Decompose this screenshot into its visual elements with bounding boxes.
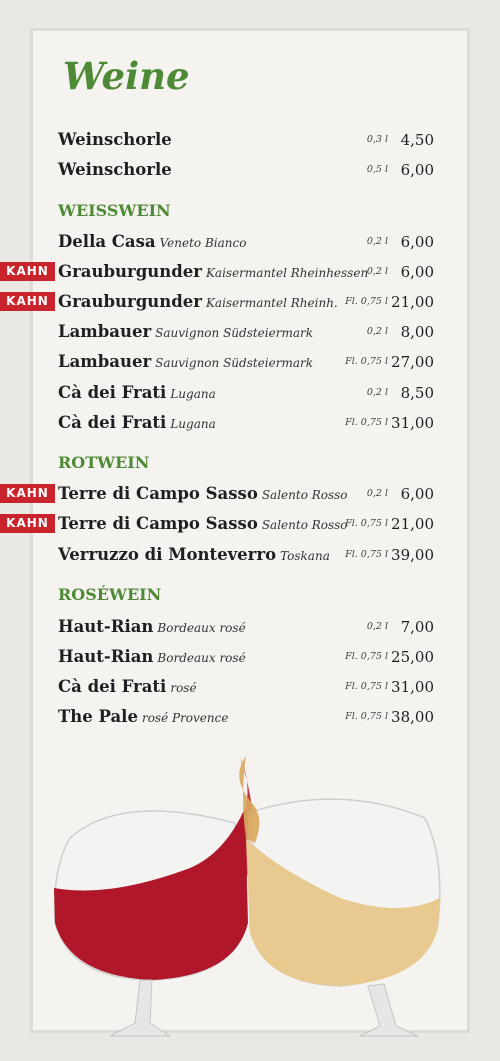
menu-item [58, 350, 434, 374]
menu-item [58, 675, 434, 699]
item-name: Weinschorle [58, 160, 172, 179]
menu-item [58, 543, 434, 567]
menu-item [58, 290, 434, 314]
item-price: 21,00 [391, 293, 434, 311]
item-volume: 0,3 l [366, 134, 388, 145]
item-name: Haut-Rian Bordeaux rosé [58, 617, 246, 636]
item-volume: Fl. 0,75 l [345, 681, 388, 692]
red-wine-glass [54, 758, 254, 1036]
kahn-badge: KAHN [0, 292, 55, 311]
item-name: Grauburgunder Kaisermantel Rheinhessen [58, 262, 369, 281]
menu-title: Weine [63, 54, 190, 98]
menu-item [58, 381, 434, 405]
item-subtitle: Bordeaux rosé [157, 651, 246, 665]
menu-item [58, 158, 434, 182]
item-price: 7,00 [400, 618, 434, 636]
kahn-badge: KAHN [0, 514, 55, 533]
menu-item [58, 260, 434, 284]
item-name: The Pale rosé Provence [58, 707, 229, 726]
item-volume: Fl. 0,75 l [345, 518, 388, 529]
item-price: 6,00 [400, 263, 434, 281]
item-price: 38,00 [391, 708, 434, 726]
item-name: Grauburgunder Kaisermantel Rheinh. [58, 292, 338, 311]
item-price: 27,00 [391, 353, 434, 371]
item-subtitle: Bordeaux rosé [157, 621, 246, 635]
item-subtitle: rosé [170, 681, 197, 695]
item-subtitle: Toskana [280, 549, 330, 563]
item-subtitle: Salento Rosso [261, 518, 348, 532]
item-name: Terre di Campo Sasso Salento Rosso [58, 484, 348, 503]
item-name: Weinschorle [58, 130, 172, 149]
section-heading-weisswein: WEISSWEIN [58, 201, 171, 220]
item-volume: 0,5 l [366, 164, 388, 175]
menu-item [58, 512, 434, 536]
menu-item [58, 705, 434, 729]
menu-item [58, 411, 434, 435]
item-price: 21,00 [391, 515, 434, 533]
item-subtitle: Lugana [170, 417, 216, 431]
item-subtitle: rosé Provence [141, 711, 229, 725]
item-name: Cà dei Frati Lugana [58, 413, 216, 432]
item-subtitle: Salento Rosso [261, 488, 348, 502]
item-volume: 0,2 l [366, 488, 388, 499]
item-volume: Fl. 0,75 l [345, 651, 388, 662]
item-price: 6,00 [400, 161, 434, 179]
item-name: Cà dei Frati Lugana [58, 383, 216, 402]
item-price: 25,00 [391, 648, 434, 666]
item-subtitle: Veneto Bianco [159, 236, 247, 250]
menu-item [58, 482, 434, 506]
item-price: 31,00 [391, 414, 434, 432]
item-name: Lambauer Sauvignon Südsteiermark [58, 322, 313, 341]
item-volume: Fl. 0,75 l [345, 711, 388, 722]
item-price: 8,00 [400, 323, 434, 341]
section-heading-rotwein: ROTWEIN [58, 453, 150, 472]
item-volume: Fl. 0,75 l [345, 417, 388, 428]
item-volume: 0,2 l [366, 621, 388, 632]
white-wine-glass [239, 756, 440, 1036]
item-subtitle: Kaisermantel Rheinh. [205, 296, 338, 310]
item-volume: 0,2 l [366, 236, 388, 247]
item-subtitle: Sauvignon Südsteiermark [155, 356, 313, 370]
menu-item [58, 645, 434, 669]
kahn-badge: KAHN [0, 484, 55, 503]
item-volume: 0,2 l [366, 266, 388, 277]
item-volume: 0,2 l [366, 326, 388, 337]
item-price: 6,00 [400, 233, 434, 251]
item-name: Terre di Campo Sasso Salento Rosso [58, 514, 348, 533]
item-price: 31,00 [391, 678, 434, 696]
item-volume: Fl. 0,75 l [345, 356, 388, 367]
item-volume: Fl. 0,75 l [345, 549, 388, 560]
menu-item [58, 320, 434, 344]
item-volume: Fl. 0,75 l [345, 296, 388, 307]
item-name: Verruzzo di Monteverro Toskana [58, 545, 330, 564]
item-name: Cà dei Frati rosé [58, 677, 197, 696]
item-volume: 0,2 l [366, 387, 388, 398]
menu-item [58, 128, 434, 152]
item-name: Lambauer Sauvignon Südsteiermark [58, 352, 313, 371]
item-subtitle: Sauvignon Südsteiermark [155, 326, 313, 340]
item-price: 8,50 [400, 384, 434, 402]
section-heading-rosewein: ROSÉWEIN [58, 585, 162, 604]
menu-item [58, 230, 434, 254]
item-subtitle: Kaisermantel Rheinhessen [205, 266, 369, 280]
item-subtitle: Lugana [170, 387, 216, 401]
wine-glasses-illustration [40, 748, 460, 1038]
item-name: Haut-Rian Bordeaux rosé [58, 647, 246, 666]
item-price: 4,50 [400, 131, 434, 149]
item-name: Della Casa Veneto Bianco [58, 232, 247, 251]
menu-item [58, 615, 434, 639]
item-price: 6,00 [400, 485, 434, 503]
item-price: 39,00 [391, 546, 434, 564]
kahn-badge: KAHN [0, 262, 55, 281]
